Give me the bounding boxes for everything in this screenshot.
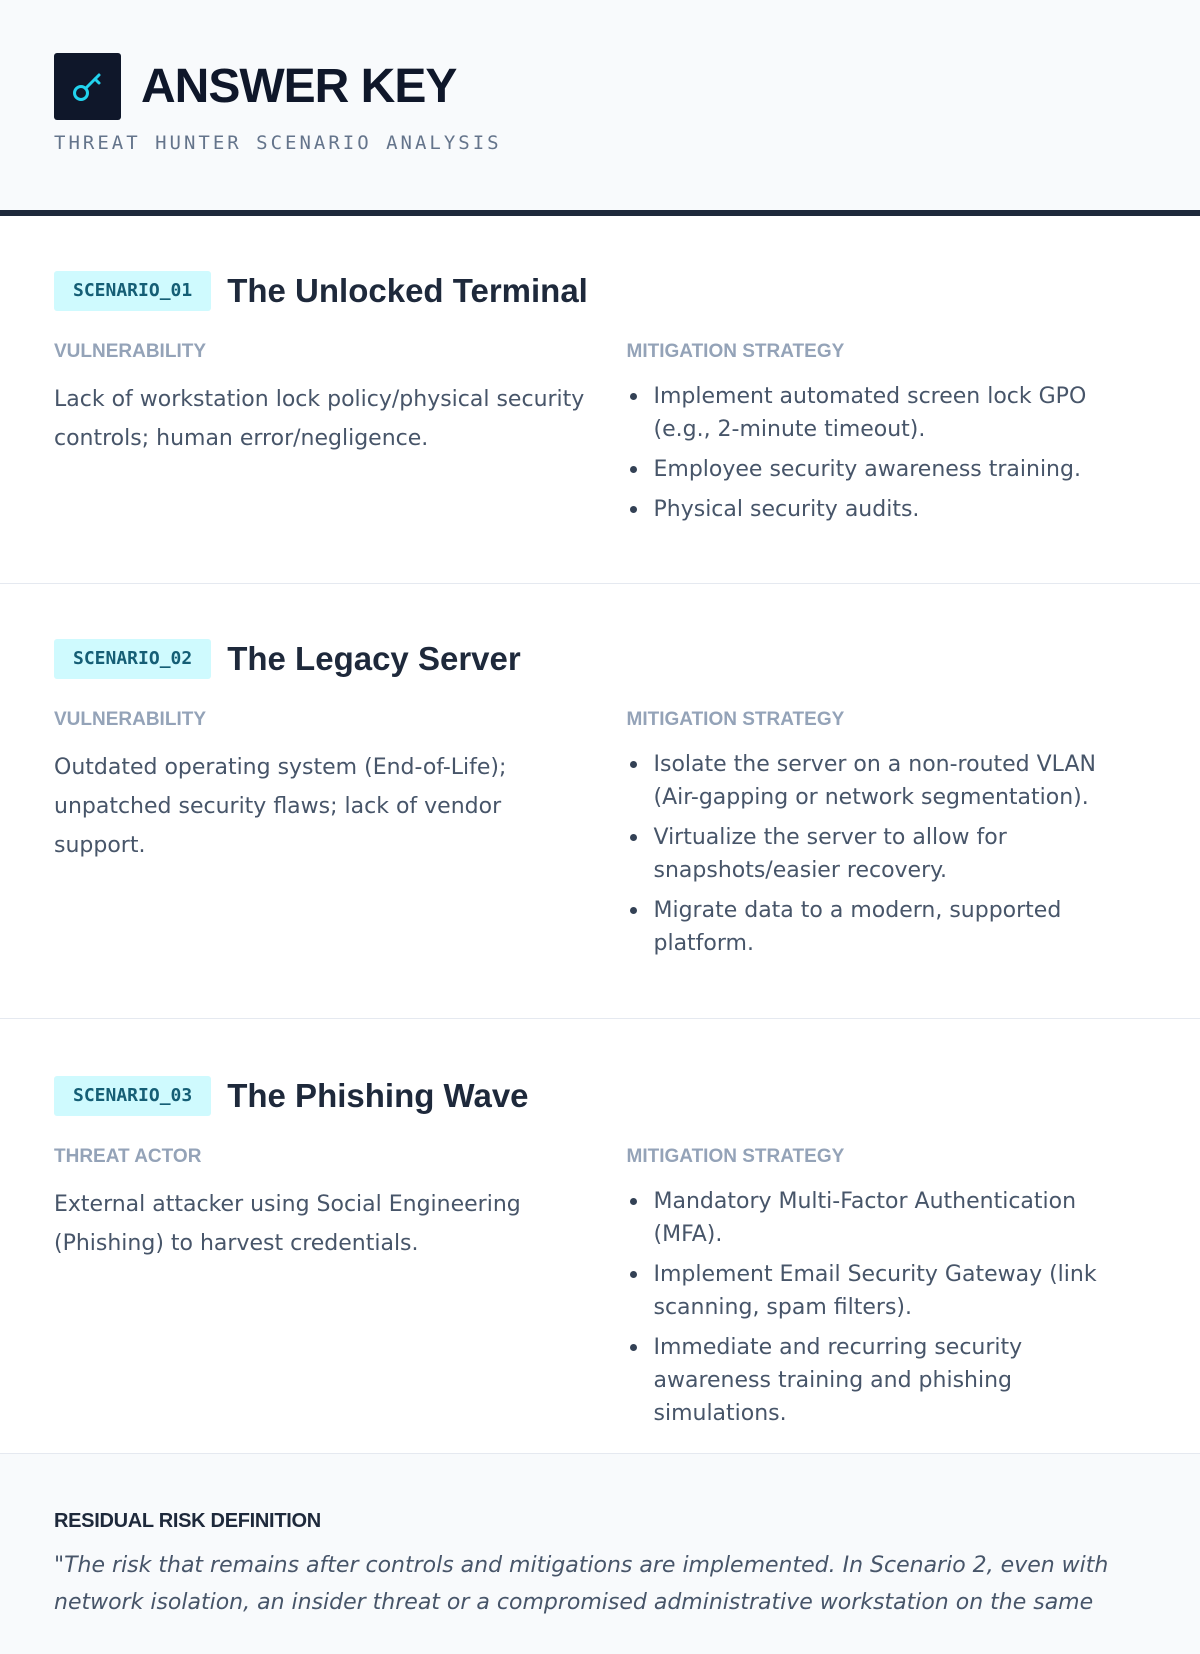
- mitigation-item: Virtualize the server to allow for snapshots/easier recovery.: [627, 821, 1147, 887]
- scenario-card: [0, 584, 1200, 1019]
- mitigation-item: Physical security audits.: [627, 493, 1147, 526]
- mitigation-list: [627, 380, 1147, 526]
- mitigation-column: [627, 1146, 1147, 1437]
- scenario-card: [0, 216, 1200, 584]
- mitigation-list: [627, 1185, 1147, 1430]
- threat-actor-text: External attacker using Social Engineering (Phishing) to harvest credentials.: [54, 1191, 521, 1256]
- scenario-columns: [54, 1146, 1146, 1437]
- scenario-columns: [54, 341, 1146, 533]
- key-icon: [54, 53, 121, 120]
- mitigation-column: [627, 709, 1147, 967]
- mitigation-item: Implement Email Security Gateway (link scanning, spam filters).: [627, 1258, 1147, 1324]
- mitigation-item: Isolate the server on a non-routed VLAN (Air-gapping or network segmentation).: [627, 748, 1147, 814]
- scenario-header: [54, 639, 1146, 679]
- scenario-badge: SCENARIO_01: [54, 271, 211, 311]
- scenario-header: [54, 271, 1146, 311]
- page-title: ANSWER KEY: [141, 59, 457, 113]
- scenario-title: The Legacy Server: [227, 640, 521, 677]
- residual-risk-quote: "The risk that remains after controls and mitigations are implemented. In Scenario 2, even with network isolation, an insider threat or a compromised administrative workstation on the same: [54, 1553, 1109, 1615]
- mitigation-list: [627, 748, 1147, 960]
- mitigation-item: Mandatory Multi-Factor Authentication (MFA).: [627, 1185, 1147, 1251]
- scenario-badge: SCENARIO_03: [54, 1076, 211, 1116]
- scenario-header: [54, 1076, 1146, 1116]
- scenario-card: [0, 1019, 1200, 1454]
- vulnerability-column: [54, 709, 627, 967]
- scenario-badge: SCENARIO_02: [54, 639, 211, 679]
- scenario-columns: [54, 709, 1146, 967]
- vulnerability-column: [54, 341, 627, 533]
- scenario-title: The Phishing Wave: [227, 1077, 529, 1114]
- residual-risk-section: [0, 1454, 1200, 1654]
- mitigation-item: Employee security awareness training.: [627, 453, 1147, 486]
- mitigation-item: Immediate and recurring security awareness training and phishing simulations.: [627, 1331, 1147, 1430]
- mitigation-label: MITIGATION STRATEGY: [626, 1146, 845, 1167]
- residual-risk-label: RESIDUAL RISK DEFINITION: [54, 1510, 321, 1532]
- page-header: [0, 0, 1200, 216]
- page-subtitle: THREAT HUNTER SCENARIO ANALYSIS: [54, 132, 502, 154]
- vulnerability-label: VULNERABILITY: [54, 709, 206, 730]
- threat-actor-column: [54, 1146, 627, 1437]
- scenario-title: The Unlocked Terminal: [227, 272, 588, 309]
- mitigation-item: Implement automated screen lock GPO (e.g., 2-minute timeout).: [627, 380, 1147, 446]
- mitigation-item: Migrate data to a modern, supported platform.: [627, 894, 1147, 960]
- vulnerability-text: Outdated operating system (End-of-Life); unpatched security flaws; lack of vendor support.: [54, 754, 507, 858]
- threat-actor-label: THREAT ACTOR: [54, 1146, 202, 1167]
- mitigation-label: MITIGATION STRATEGY: [626, 709, 845, 730]
- vulnerability-label: VULNERABILITY: [54, 341, 206, 362]
- vulnerability-text: Lack of workstation lock policy/physical security controls; human error/negligence.: [54, 386, 585, 451]
- mitigation-label: MITIGATION STRATEGY: [626, 341, 845, 362]
- title-row: [54, 53, 1146, 120]
- mitigation-column: [627, 341, 1147, 533]
